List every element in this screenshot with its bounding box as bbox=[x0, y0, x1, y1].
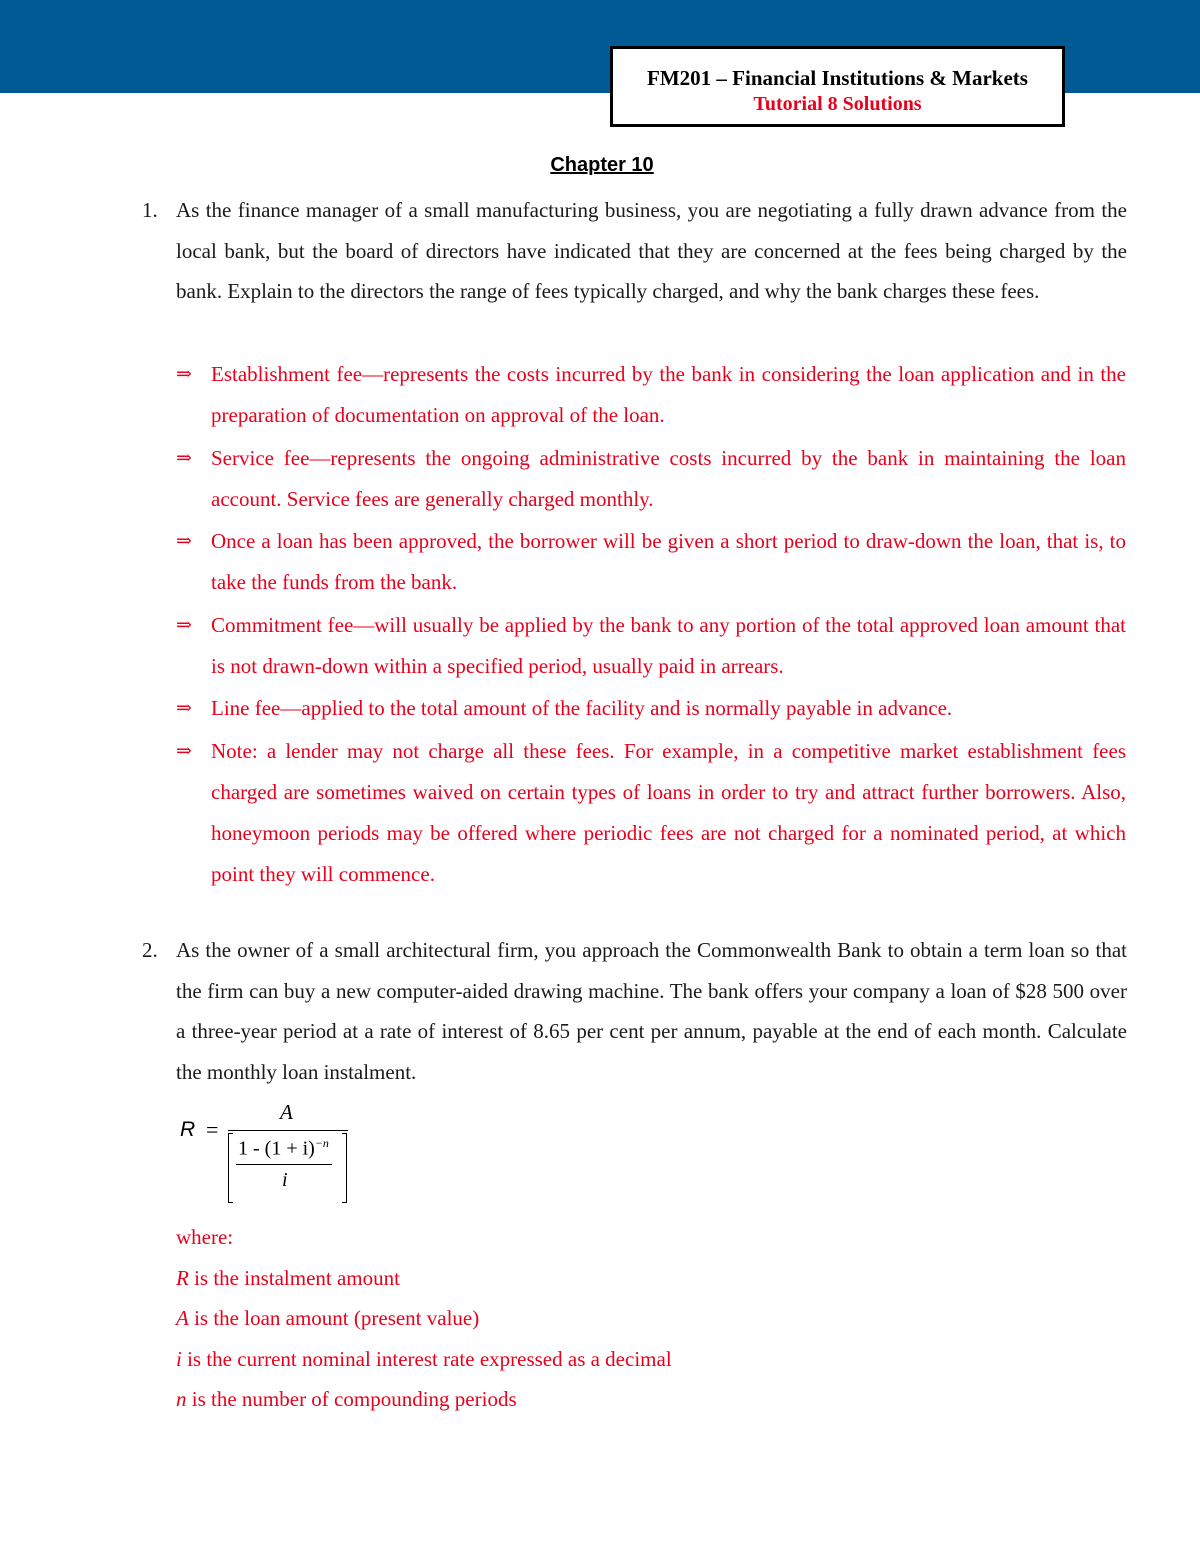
definition-item: n is the number of compounding periods bbox=[176, 1387, 517, 1411]
question-2 bbox=[142, 930, 1127, 1092]
tutorial-subtitle: Tutorial 8 Solutions bbox=[753, 93, 922, 115]
formula-numerator: A bbox=[280, 1100, 293, 1124]
fraction-bar bbox=[228, 1130, 348, 1131]
definition-item: i is the current nominal interest rate expressed as a decimal bbox=[176, 1346, 672, 1371]
inner-numerator: $1 - (1 + i)^{-n}$ bbox=[238, 1136, 329, 1160]
question-text: As the finance manager of a small manufacturing business, you are negotiating a fully drawn advance from the local bank, but the board of directors have indicated that they are concerned at the fees being charged by the bank. Explain to the directors the range of fees typically charged, and why the bank charges these fees. bbox=[176, 198, 1127, 304]
course-title-box bbox=[610, 46, 1065, 127]
question-text: As the owner of a small architectural firm, you approach the Commonwealth Bank to obtain a term loan so that the firm can buy a new computer-aided drawing machine. The bank offers your company a loan of $28 500 over a three-year period at a rate of interest of 8.65 per cent per annum, payable at the end of each month. Calculate the monthly loan instalment. bbox=[176, 938, 1127, 1084]
definition-item: R is the instalment amount bbox=[176, 1265, 400, 1290]
course-title: FM201 – Financial Institutions & Markets bbox=[647, 66, 1028, 90]
right-bracket bbox=[342, 1133, 347, 1203]
where-label: where: bbox=[176, 1225, 234, 1249]
question-number: 2. bbox=[142, 938, 158, 962]
implies-arrow-icon: ⇒ bbox=[176, 446, 192, 469]
formula-lhs: R bbox=[180, 1118, 196, 1141]
question-number: 1. bbox=[142, 198, 158, 222]
formula-equals: = bbox=[206, 1117, 219, 1142]
answer-item: ⇒ Line fee—applied to the total amount of the facility and is normally payable in advance. bbox=[176, 688, 1126, 729]
answer-item: ⇒ Commitment fee—will usually be applied by the bank to any portion of the total approved loan amount that is not drawn-down within a specified period, usually paid in arrears. bbox=[176, 605, 1126, 687]
answer-item: ⇒ Service fee—represents the ongoing administrative costs incurred by the bank in maintaining the loan account. Service fees are generally charged monthly. bbox=[176, 438, 1126, 520]
answer-item: ⇒ Establishment fee—represents the costs incurred by the bank in considering the loan application and in the preparation of documentation on approval of the loan. bbox=[176, 354, 1126, 436]
implies-arrow-icon: ⇒ bbox=[176, 613, 192, 636]
implies-arrow-icon: ⇒ bbox=[176, 530, 192, 552]
question-1 bbox=[142, 190, 1127, 312]
definitions bbox=[176, 1217, 876, 1420]
annuity-formula bbox=[176, 1100, 366, 1210]
implies-arrow-icon: ⇒ bbox=[176, 739, 192, 762]
inner-fraction-bar bbox=[236, 1164, 332, 1165]
definition-item: A is the loan amount (present value) bbox=[176, 1306, 480, 1330]
implies-arrow-icon: ⇒ bbox=[176, 697, 192, 719]
implies-arrow-icon: ⇒ bbox=[176, 363, 192, 385]
inner-denominator: i bbox=[282, 1169, 288, 1191]
answer-list bbox=[176, 354, 1126, 896]
answer-item: ⇒ Note: a lender may not charge all these fees. For example, in a competitive market establishment fees charged are sometimes waived on certain types of loans in order to try and attract further borrowers. Also, honeymoon periods may be offered where periodic fees are not charged for a nominated period, at which point they will commence. bbox=[176, 731, 1126, 895]
formula-exponent: −n bbox=[314, 1136, 329, 1150]
left-bracket bbox=[228, 1133, 233, 1203]
chapter-heading: Chapter 10 bbox=[550, 154, 654, 176]
answer-item: ⇒ Once a loan has been approved, the borrower will be given a short period to draw-down the loan, that is, to take the funds from the bank. bbox=[176, 521, 1126, 603]
